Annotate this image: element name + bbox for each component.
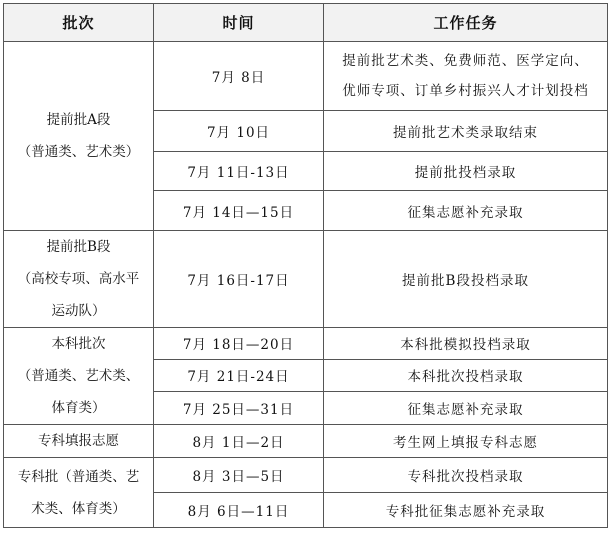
batch-line: 提前批A段 xyxy=(46,112,111,128)
table-row xyxy=(4,231,608,328)
task-cell: 提前批投档录取 xyxy=(324,152,608,191)
time-cell: 8月 3日—5日 xyxy=(154,458,324,493)
batch-line: 术类、体育类） xyxy=(31,500,126,517)
time-cell: 7月 25日—31日 xyxy=(154,391,324,424)
header-time: 时间 xyxy=(154,4,324,42)
time-cell: 8月 1日—2日 xyxy=(154,425,324,458)
batch-line: （高校专项、高水平 xyxy=(17,271,140,287)
table-row xyxy=(4,458,608,493)
task-cell: 征集志愿补充录取 xyxy=(324,191,608,231)
task-cell: 提前批艺术类录取结束 xyxy=(324,111,608,152)
batch-line: 运动队） xyxy=(51,303,106,319)
header-task: 工作任务 xyxy=(324,4,608,42)
task-line: 提前批艺术类、免费师范、医学定向、 xyxy=(342,53,589,69)
time-cell: 7月 14日—15日 xyxy=(154,191,324,231)
batch-cell: 专科填报志愿 xyxy=(4,425,154,458)
batch-line: 提前批B段 xyxy=(46,239,111,255)
batch-line: （普通类、艺术类、 xyxy=(17,368,140,384)
time-cell: 7月 18日—20日 xyxy=(154,328,324,360)
batch-line: 体育类） xyxy=(51,400,106,416)
admission-schedule-table xyxy=(3,3,608,528)
table-row xyxy=(4,42,608,111)
task-cell: 本科批次投档录取 xyxy=(324,359,608,391)
time-cell: 7月 16日-17日 xyxy=(154,231,324,328)
batch-line: （普通类、艺术类） xyxy=(17,144,140,160)
time-cell: 7月 21日-24日 xyxy=(154,359,324,391)
table-row xyxy=(4,425,608,458)
time-cell: 7月 11日-13日 xyxy=(154,152,324,191)
batch-line: 专科批（普通类、艺 xyxy=(17,468,140,485)
time-cell: 7月 8日 xyxy=(154,42,324,111)
header-row xyxy=(4,4,608,42)
batch-cell xyxy=(4,42,154,231)
task-cell xyxy=(324,42,608,111)
batch-cell xyxy=(4,231,154,328)
header-batch: 批次 xyxy=(4,4,154,42)
batch-line: 本科批次 xyxy=(51,336,106,352)
time-cell: 7月 10日 xyxy=(154,111,324,152)
task-line: 优师专项、订单乡村振兴人才计划投档 xyxy=(342,83,589,99)
task-cell: 考生网上填报专科志愿 xyxy=(324,425,608,458)
batch-cell xyxy=(4,328,154,425)
task-cell: 专科批次投档录取 xyxy=(324,458,608,493)
task-cell: 本科批模拟投档录取 xyxy=(324,328,608,360)
task-cell: 征集志愿补充录取 xyxy=(324,391,608,424)
task-cell: 专科批征集志愿补充录取 xyxy=(324,493,608,528)
task-cell: 提前批B段投档录取 xyxy=(324,231,608,328)
time-cell: 8月 6日—11日 xyxy=(154,493,324,528)
batch-cell xyxy=(4,458,154,528)
table-row xyxy=(4,328,608,360)
